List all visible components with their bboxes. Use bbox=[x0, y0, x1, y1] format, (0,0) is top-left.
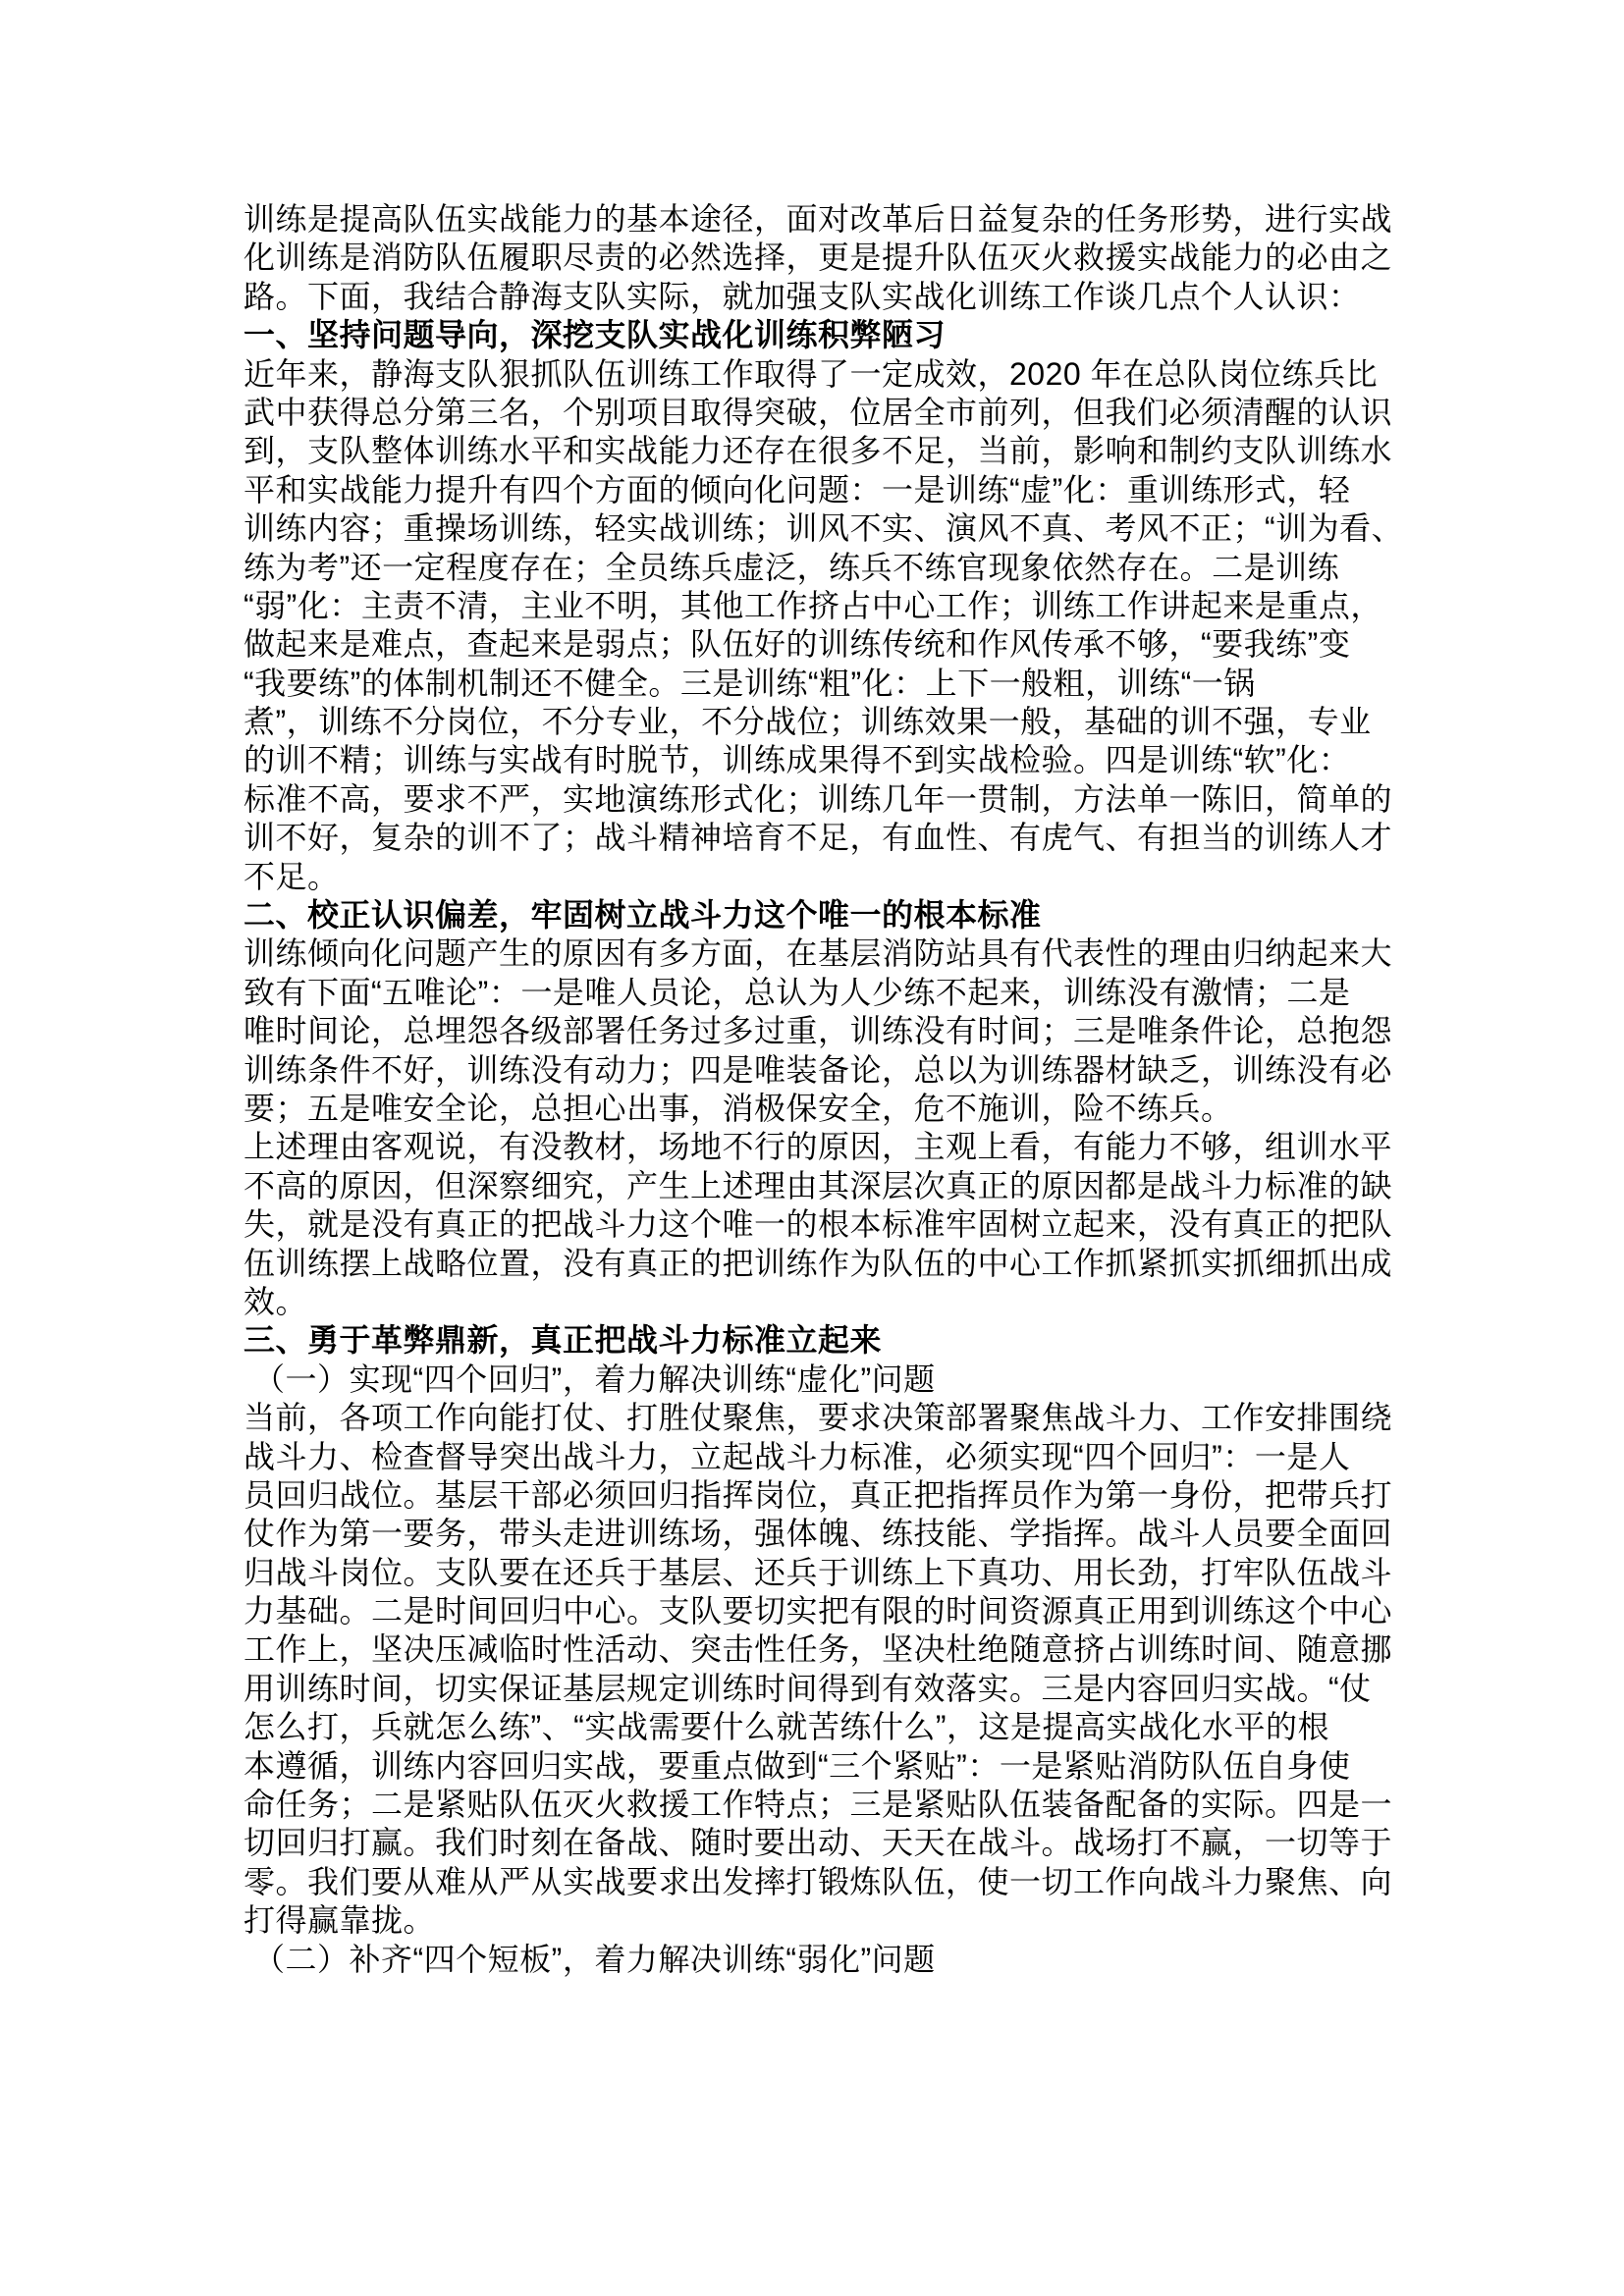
text-line: 训练是提高队伍实战能力的基本途径，面对改革后日益复杂的任务形势，进行实战 bbox=[244, 201, 1393, 237]
paragraph bbox=[244, 355, 1436, 896]
text-line: 煮”，训练不分岗位，不分专业，不分战位；训练效果一般，基础的训不强，专业 bbox=[244, 704, 1372, 740]
text-line: 二、校正认识偏差，牢固树立战斗力这个唯一的根本标准 bbox=[244, 897, 1042, 934]
text-line: 员回归战位。基层干部必须回归指挥岗位，真正把指挥员作为第一身份，把带兵打 bbox=[244, 1476, 1393, 1513]
text-line: 训练内容；重操场训练，轻实战训练；训风不实、演风不真、考风不正；“训为看、 bbox=[244, 510, 1404, 547]
paragraph bbox=[244, 200, 1436, 316]
text-line: 当前，各项工作向能打仗、打胜仗聚焦，要求决策部署聚焦战斗力、工作安排围绕 bbox=[244, 1400, 1393, 1436]
paragraph bbox=[244, 1399, 1436, 1940]
text-line: （二）补齐“四个短板”，着力解决训练“弱化”问题 bbox=[253, 1941, 936, 1977]
section-heading bbox=[244, 1321, 1436, 1360]
text-line: 战斗力、检查督导突出战斗力，立起战斗力标准，必须实现“四个回归”：一是人 bbox=[244, 1438, 1351, 1474]
text-line: 做起来是难点，查起来是弱点；队伍好的训练传统和作风传承不够，“要我练”变 bbox=[244, 626, 1351, 663]
text-line: 到，支队整体训练水平和实战能力还存在很多不足，当前，影响和制约支队训练水 bbox=[244, 433, 1393, 469]
text-line: 怎么打，兵就怎么练”、“实战需要什么就苦练什么”，这是提高实战化水平的根 bbox=[244, 1709, 1329, 1745]
text-line: 练为考”还一定程度存在；全员练兵虚泛，练兵不练官现象依然存在。二是训练 bbox=[244, 549, 1340, 585]
text-line: 上述理由客观说，有没教材，场地不行的原因，主观上看，有能力不够，组训水平 bbox=[244, 1129, 1393, 1165]
sub-heading bbox=[244, 1941, 1436, 1979]
text-line: 命任务；二是紧贴队伍灭火救援工作特点；三是紧贴队伍装备配备的实际。四是一 bbox=[244, 1787, 1393, 1823]
text-line: 致有下面“五唯论”：一是唯人员论，总认为人少练不起来，训练没有激情；二是 bbox=[244, 974, 1351, 1010]
text-line: （一）实现“四个回归”，着力解决训练“虚化”问题 bbox=[253, 1361, 936, 1397]
text-line: 武中获得总分第三名，个别项目取得突破，位居全市前列，但我们必须清醒的认识 bbox=[244, 394, 1393, 430]
text-line: 唯时间论，总埋怨各级部署任务过多过重，训练没有时间；三是唯条件论，总抱怨 bbox=[244, 1013, 1393, 1049]
text-line: 本遵循，训练内容回归实战，要重点做到“三个紧贴”：一是紧贴消防队伍自身使 bbox=[244, 1747, 1351, 1784]
text-line: 三、勇于革弊鼎新，真正把战斗力标准立起来 bbox=[244, 1322, 883, 1359]
text-line: 切回归打赢。我们时刻在备战、随时要出动、天天在战斗。战场打不赢，一切等于 bbox=[244, 1825, 1393, 1861]
text-line: 零。我们要从难从严从实战要求出发摔打锻炼队伍，使一切工作向战斗力聚焦、向 bbox=[244, 1863, 1393, 1899]
text-line: 工作上，坚决压减临时性活动、突击性任务，坚决杜绝随意挤占训练时间、随意挪 bbox=[244, 1631, 1393, 1668]
paragraph bbox=[244, 1128, 1436, 1321]
text-line: 近年来，静海支队狠抓队伍训练工作取得了一定成效，2020 年在总队岗位练兵比 bbox=[244, 355, 1379, 392]
text-line: 平和实战能力提升有四个方面的倾向化问题：一是训练“虚”化：重训练形式，轻 bbox=[244, 471, 1351, 507]
text-line: 要；五是唯安全论，总担心出事，消极保安全，危不施训，险不练兵。 bbox=[244, 1090, 1233, 1126]
text-line: 仗作为第一要务，带头走进训练场，强体魄、练技能、学指挥。战斗人员要全面回 bbox=[244, 1516, 1393, 1552]
text-line: 不足。 bbox=[244, 858, 340, 894]
text-line: 不高的原因，但深察细究，产生上述理由其深层次真正的原因都是战斗力标准的缺 bbox=[244, 1167, 1393, 1203]
section-heading bbox=[244, 316, 1436, 354]
section-heading bbox=[244, 896, 1436, 934]
text-line: 伍训练摆上战略位置，没有真正的把训练作为队伍的中心工作抓紧抓实抓细抓出成 bbox=[244, 1245, 1393, 1281]
text-line: 训练条件不好，训练没有动力；四是唯装备论，总以为训练器材缺乏，训练没有必 bbox=[244, 1051, 1393, 1088]
document-text bbox=[244, 200, 1436, 1979]
text-line: 标准不高，要求不严，实地演练形式化；训练几年一贯制，方法单一陈旧，简单的 bbox=[244, 780, 1393, 817]
text-line: 失，就是没有真正的把战斗力这个唯一的根本标准牢固树立起来，没有真正的把队 bbox=[244, 1206, 1393, 1243]
text-line: 训练倾向化问题产生的原因有多方面，在基层消防站具有代表性的理由归纳起来大 bbox=[244, 935, 1393, 972]
text-line: 用训练时间，切实保证基层规定训练时间得到有效落实。三是内容回归实战。“仗 bbox=[244, 1670, 1372, 1706]
text-line: 化训练是消防队伍履职尽责的必然选择，更是提升队伍灭火救援实战能力的必由之 bbox=[244, 240, 1393, 276]
text-line: “我要练”的体制机制还不健全。三是训练“粗”化：上下一般粗，训练“一锅 bbox=[244, 665, 1256, 701]
text-line: “弱”化：主责不清，主业不明，其他工作挤占中心工作；训练工作讲起来是重点， bbox=[244, 587, 1382, 623]
text-line: 力基础。二是时间回归中心。支队要切实把有限的时间资源真正用到训练这个中心 bbox=[244, 1593, 1393, 1629]
text-line: 训不好，复杂的训不了；战斗精神培育不足，有血性、有虎气、有担当的训练人才 bbox=[244, 820, 1393, 856]
text-line: 一、坚持问题导向，深挖支队实战化训练积弊陋习 bbox=[244, 317, 947, 353]
text-line: 归战斗岗位。支队要在还兵于基层、还兵于训练上下真功、用长劲，打牢队伍战斗 bbox=[244, 1554, 1393, 1590]
text-line: 打得赢靠拢。 bbox=[244, 1902, 436, 1939]
text-line: 效。 bbox=[244, 1283, 308, 1319]
paragraph bbox=[244, 934, 1436, 1128]
text-line: 的训不精；训练与实战有时脱节，训练成果得不到实战检验。四是训练“软”化： bbox=[244, 742, 1351, 778]
sub-heading bbox=[244, 1361, 1436, 1399]
text-line: 路。下面，我结合静海支队实际，就加强支队实战化训练工作谈几点个人认识： bbox=[244, 278, 1361, 314]
